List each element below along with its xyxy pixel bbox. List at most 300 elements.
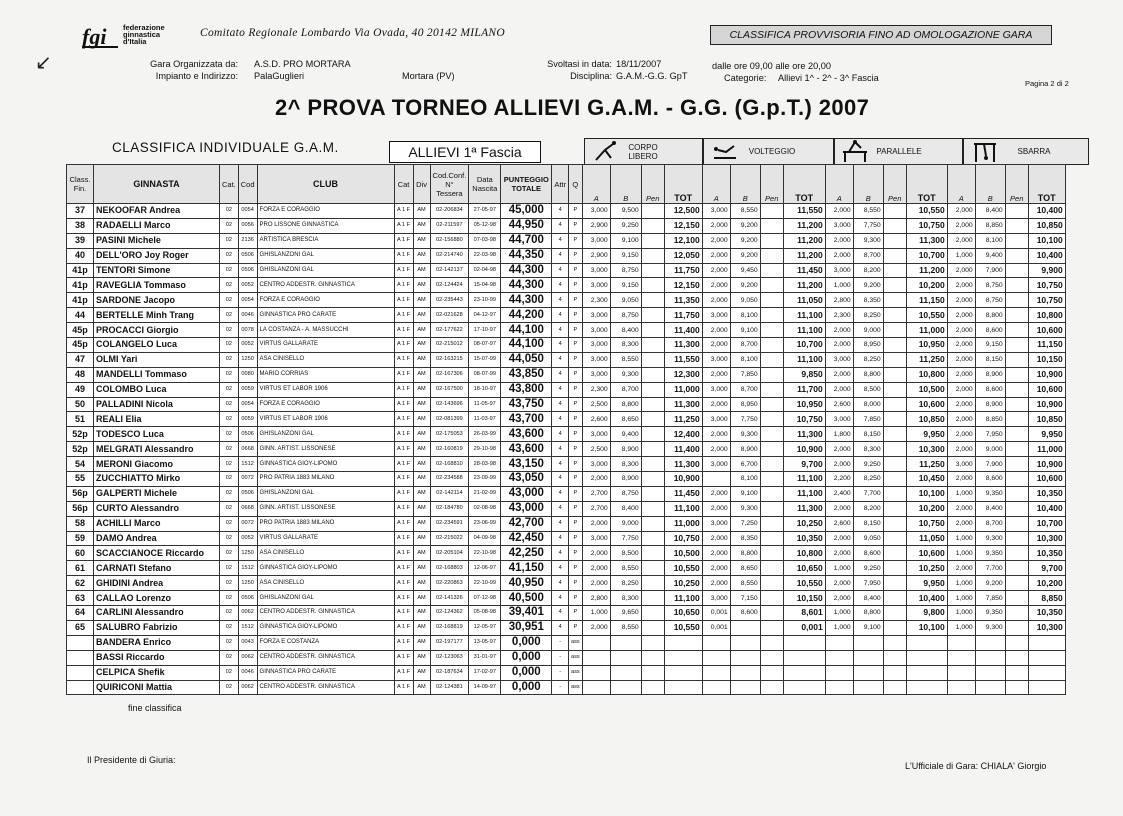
- table-cell: 9,150: [610, 278, 641, 293]
- table-cell: 10,550: [906, 308, 947, 323]
- table-cell: [825, 665, 853, 680]
- table-cell: 11,100: [664, 501, 702, 516]
- table-cell: 2,000: [702, 442, 730, 457]
- table-cell: 02-215012: [430, 338, 469, 353]
- table-cell: 10,400: [906, 591, 947, 606]
- table-cell: PRO LISSONE GINNASTICA: [257, 218, 394, 233]
- table-cell: 44,700: [501, 233, 552, 248]
- table-cell: 2,000: [702, 531, 730, 546]
- table-cell: 02-142114: [430, 486, 469, 501]
- column-header: Cat: [394, 165, 413, 204]
- table-cell: P: [568, 516, 582, 531]
- end-of-ranking: fine classifica: [128, 703, 182, 713]
- table-cell: AM: [413, 367, 430, 382]
- table-cell: 9,900: [1028, 263, 1065, 278]
- table-cell: 0052: [238, 531, 257, 546]
- table-cell: [883, 486, 906, 501]
- table-cell: 0072: [238, 472, 257, 487]
- table-cell: 1,000: [947, 591, 975, 606]
- table-row: [67, 546, 1066, 561]
- table-cell: 3,000: [702, 204, 730, 219]
- table-cell: 2,600: [825, 516, 853, 531]
- table-cell: 56p: [67, 486, 94, 501]
- table-cell: 02-021628: [430, 308, 469, 323]
- table-cell: 7,850: [975, 591, 1005, 606]
- table-cell: [641, 576, 664, 591]
- table-cell: 02-04-98: [469, 263, 501, 278]
- table-cell: 02-160819: [430, 442, 469, 457]
- table-cell: [883, 278, 906, 293]
- table-cell: [641, 293, 664, 308]
- table-cell: ASA CINISELLO: [257, 546, 394, 561]
- table-cell: 2,000: [702, 293, 730, 308]
- column-header: Div: [413, 165, 430, 204]
- table-cell: 0506: [238, 248, 257, 263]
- table-cell: 02: [220, 442, 239, 457]
- table-cell: [641, 442, 664, 457]
- table-cell: 11,050: [783, 293, 825, 308]
- table-cell: 07-12-98: [469, 591, 501, 606]
- table-cell: [760, 650, 783, 665]
- column-header: TOT: [906, 165, 947, 204]
- table-cell: 11,350: [664, 293, 702, 308]
- table-cell: P: [568, 412, 582, 427]
- table-cell: [730, 650, 760, 665]
- table-cell: A 1 F: [394, 531, 413, 546]
- table-cell: 43,850: [501, 367, 552, 382]
- table-cell: 8,500: [853, 382, 883, 397]
- table-cell: [947, 635, 975, 650]
- table-cell: 4: [552, 516, 569, 531]
- table-cell: -: [552, 665, 569, 680]
- table-cell: P: [568, 248, 582, 263]
- table-cell: 2,000: [702, 561, 730, 576]
- table-cell: 10,700: [1028, 516, 1065, 531]
- table-cell: 2,000: [825, 323, 853, 338]
- table-row: [67, 486, 1066, 501]
- table-cell: 0054: [238, 204, 257, 219]
- table-cell: 10,850: [906, 412, 947, 427]
- table-cell: [760, 516, 783, 531]
- table-cell: A 1 F: [394, 293, 413, 308]
- table-cell: 2,000: [702, 367, 730, 382]
- table-cell: 13-05-97: [469, 635, 501, 650]
- table-cell: 02: [220, 204, 239, 219]
- table-cell: P: [568, 338, 582, 353]
- table-cell: TODESCO Luca: [94, 427, 220, 442]
- table-cell: 39: [67, 233, 94, 248]
- table-cell: 2,000: [947, 263, 975, 278]
- table-cell: 11,450: [783, 263, 825, 278]
- table-cell: 3,000: [825, 263, 853, 278]
- table-header-row: [67, 165, 1066, 204]
- table-cell: FORZA E COSTANZA: [257, 635, 394, 650]
- table-cell: 9,000: [975, 442, 1005, 457]
- column-header: Pen: [760, 165, 783, 204]
- table-row: [67, 323, 1066, 338]
- table-row: [67, 442, 1066, 457]
- table-cell: [641, 397, 664, 412]
- table-cell: GINNASTICA PRO CARATE: [257, 308, 394, 323]
- table-cell: [641, 531, 664, 546]
- table-cell: 2,000: [947, 516, 975, 531]
- table-cell: 65: [67, 620, 94, 635]
- table-cell: AM: [413, 382, 430, 397]
- table-cell: 02: [220, 263, 239, 278]
- table-cell: GINNASTICA GIOY-LIPOMO: [257, 561, 394, 576]
- table-cell: 10,100: [1028, 233, 1065, 248]
- table-cell: 15-04-98: [469, 278, 501, 293]
- table-cell: 10,500: [906, 382, 947, 397]
- table-cell: 8,900: [975, 367, 1005, 382]
- table-cell: P: [568, 531, 582, 546]
- table-cell: 12-06-97: [469, 561, 501, 576]
- table-cell: 2,900: [582, 248, 610, 263]
- organizer-values: A.S.D. PRO MORTARA PalaGuglieri: [254, 59, 351, 81]
- table-row: [67, 218, 1066, 233]
- table-cell: 02: [220, 486, 239, 501]
- table-cell: AM: [413, 606, 430, 621]
- table-cell: [1005, 591, 1028, 606]
- table-cell: [760, 591, 783, 606]
- table-cell: [641, 516, 664, 531]
- table-cell: 11,200: [783, 218, 825, 233]
- committee-address: Comitato Regionale Lombardo Via Ovada, 40 20142 MILANO: [200, 27, 505, 39]
- table-cell: [883, 635, 906, 650]
- table-cell: 0059: [238, 412, 257, 427]
- table-cell: 3,000: [582, 457, 610, 472]
- table-cell: [641, 591, 664, 606]
- table-row: [67, 576, 1066, 591]
- table-cell: 2,000: [702, 486, 730, 501]
- table-cell: SCACCIANOCE Riccardo: [94, 546, 220, 561]
- table-cell: [760, 338, 783, 353]
- apparatus-label-parallel: PARALLELE: [876, 147, 922, 156]
- table-cell: DELL'ORO Joy Roger: [94, 248, 220, 263]
- table-cell: 17-02-97: [469, 665, 501, 680]
- table-cell: [883, 546, 906, 561]
- time-range: dalle ore 09,00 alle ore 20,00: [712, 61, 832, 71]
- table-cell: 56p: [67, 501, 94, 516]
- table-cell: [760, 397, 783, 412]
- table-cell: 0072: [238, 516, 257, 531]
- table-cell: 02: [220, 501, 239, 516]
- table-cell: [1028, 635, 1065, 650]
- table-cell: 9,300: [853, 233, 883, 248]
- table-cell: [1005, 233, 1028, 248]
- table-cell: 1,000: [947, 248, 975, 263]
- table-cell: [883, 293, 906, 308]
- table-cell: 02: [220, 635, 239, 650]
- table-cell: 4: [552, 472, 569, 487]
- table-cell: 9,250: [853, 561, 883, 576]
- table-cell: A 1 F: [394, 382, 413, 397]
- table-cell: 8,950: [730, 397, 760, 412]
- table-cell: 59: [67, 531, 94, 546]
- apparatus-label-vault: VOLTEGGIO: [748, 147, 796, 156]
- table-cell: 10,950: [906, 338, 947, 353]
- table-cell: GHISLANZONI GAL: [257, 263, 394, 278]
- table-cell: A 1 F: [394, 218, 413, 233]
- table-cell: 1250: [238, 576, 257, 591]
- table-cell: 1512: [238, 620, 257, 635]
- table-cell: 10,550: [664, 620, 702, 635]
- table-cell: 10,600: [906, 397, 947, 412]
- table-cell: 2,000: [947, 218, 975, 233]
- table-cell: 8,750: [975, 278, 1005, 293]
- table-cell: [883, 606, 906, 621]
- table-cell: [641, 323, 664, 338]
- table-cell: 8,550: [853, 204, 883, 219]
- table-row: [67, 308, 1066, 323]
- table-cell: [67, 680, 94, 695]
- table-cell: 10,500: [664, 546, 702, 561]
- table-cell: 43,150: [501, 457, 552, 472]
- table-cell: 44,300: [501, 293, 552, 308]
- table-cell: 0056: [238, 218, 257, 233]
- column-header: A: [947, 165, 975, 204]
- category-label: Categorie:: [724, 73, 767, 83]
- table-cell: [883, 442, 906, 457]
- federation-name: federazione ginnastica d'Italia: [123, 23, 165, 46]
- table-cell: [1005, 278, 1028, 293]
- column-header: Cat.: [220, 165, 239, 204]
- table-cell: GINNASTICA PRO CARATE: [257, 665, 394, 680]
- table-cell: 9,250: [853, 457, 883, 472]
- table-cell: 4: [552, 323, 569, 338]
- table-cell: [783, 635, 825, 650]
- table-cell: 42,250: [501, 546, 552, 561]
- table-cell: 12,050: [664, 248, 702, 263]
- table-cell: [641, 457, 664, 472]
- table-cell: 3,000: [582, 323, 610, 338]
- table-cell: 11,200: [783, 248, 825, 263]
- table-cell: -: [552, 680, 569, 695]
- table-cell: 4: [552, 338, 569, 353]
- table-cell: [883, 412, 906, 427]
- table-cell: 9,350: [975, 606, 1005, 621]
- parallel-bars-icon: [841, 140, 869, 162]
- table-cell: [1005, 501, 1028, 516]
- table-cell: [883, 501, 906, 516]
- table-cell: 2,000: [947, 561, 975, 576]
- table-cell: 8,600: [853, 546, 883, 561]
- table-cell: 02-142137: [430, 263, 469, 278]
- table-cell: [975, 680, 1005, 695]
- table-cell: 2,000: [947, 338, 975, 353]
- table-cell: [853, 635, 883, 650]
- table-cell: 1,000: [825, 606, 853, 621]
- table-cell: 02-220863: [430, 576, 469, 591]
- table-cell: 8,250: [610, 576, 641, 591]
- table-cell: [67, 635, 94, 650]
- table-cell: 8,300: [853, 442, 883, 457]
- table-cell: 1512: [238, 457, 257, 472]
- table-cell: 48: [67, 367, 94, 382]
- column-header: TOT: [783, 165, 825, 204]
- table-cell: 9,250: [610, 218, 641, 233]
- table-cell: 9,850: [783, 367, 825, 382]
- table-cell: A 1 F: [394, 561, 413, 576]
- table-cell: 11,300: [664, 338, 702, 353]
- table-cell: 02-167306: [430, 367, 469, 382]
- table-cell: 4: [552, 501, 569, 516]
- table-cell: 4: [552, 397, 569, 412]
- table-cell: [760, 680, 783, 695]
- table-cell: 05-12-98: [469, 218, 501, 233]
- table-cell: 2,000: [825, 382, 853, 397]
- table-cell: [883, 338, 906, 353]
- table-cell: 2,000: [947, 397, 975, 412]
- table-cell: 44,100: [501, 338, 552, 353]
- table-cell: 11,750: [664, 263, 702, 278]
- table-cell: [1005, 263, 1028, 278]
- table-cell: AM: [413, 620, 430, 635]
- column-header: TOT: [664, 165, 702, 204]
- jury-president: Il Presidente di Giuria:: [87, 755, 176, 765]
- table-cell: 2,300: [582, 293, 610, 308]
- table-cell: [610, 665, 641, 680]
- column-header: B: [730, 165, 760, 204]
- table-cell: 2,000: [947, 427, 975, 442]
- table-cell: 11,200: [783, 278, 825, 293]
- table-cell: 10,650: [783, 561, 825, 576]
- table-cell: 52p: [67, 442, 94, 457]
- table-cell: 2136: [238, 233, 257, 248]
- table-cell: GHISLANZONI GAL: [257, 591, 394, 606]
- table-cell: [1005, 352, 1028, 367]
- table-cell: COLANGELO Luca: [94, 338, 220, 353]
- table-cell: 12-05-97: [469, 620, 501, 635]
- table-cell: [1005, 293, 1028, 308]
- table-cell: FORZA E CORAGGIO: [257, 204, 394, 219]
- table-cell: 10,900: [783, 442, 825, 457]
- table-cell: P: [568, 501, 582, 516]
- table-row: [67, 457, 1066, 472]
- table-cell: [760, 531, 783, 546]
- table-row: [67, 367, 1066, 382]
- table-cell: 02-211597: [430, 218, 469, 233]
- table-row: [67, 472, 1066, 487]
- table-cell: [610, 650, 641, 665]
- table-cell: 02: [220, 546, 239, 561]
- table-cell: 11,150: [1028, 338, 1065, 353]
- table-cell: 9,100: [730, 486, 760, 501]
- table-cell: [825, 650, 853, 665]
- table-cell: 0,000: [501, 680, 552, 695]
- table-cell: [641, 650, 664, 665]
- table-cell: 0046: [238, 665, 257, 680]
- table-cell: [760, 620, 783, 635]
- column-header: Pen: [883, 165, 906, 204]
- table-cell: 3,000: [582, 263, 610, 278]
- table-cell: 47: [67, 352, 94, 367]
- table-cell: 2,000: [825, 338, 853, 353]
- date-labels: Svoltasi in data: Disciplina:: [547, 59, 612, 81]
- date-values: 18/11/2007 G.A.M.-G.G. GpT: [616, 59, 688, 81]
- table-cell: 10,550: [783, 576, 825, 591]
- table-cell: 10,950: [783, 397, 825, 412]
- table-cell: 04-09-98: [469, 531, 501, 546]
- table-cell: AM: [413, 457, 430, 472]
- table-cell: A 1 F: [394, 338, 413, 353]
- table-cell: 02: [220, 531, 239, 546]
- table-cell: 8,850: [975, 412, 1005, 427]
- table-cell: [906, 680, 947, 695]
- table-cell: 9,300: [610, 367, 641, 382]
- table-cell: [67, 650, 94, 665]
- table-cell: 10,800: [1028, 308, 1065, 323]
- table-cell: AM: [413, 546, 430, 561]
- table-cell: [610, 635, 641, 650]
- table-cell: [641, 367, 664, 382]
- table-cell: CENTRO ADDESTR. GINNASTICA: [257, 606, 394, 621]
- table-cell: 4: [552, 248, 569, 263]
- table-cell: 2,000: [825, 233, 853, 248]
- table-cell: 10,100: [906, 486, 947, 501]
- table-cell: 02: [220, 620, 239, 635]
- table-cell: [641, 472, 664, 487]
- table-cell: 38: [67, 218, 94, 233]
- table-cell: 2,500: [582, 397, 610, 412]
- table-cell: 2,000: [825, 546, 853, 561]
- table-cell: [883, 665, 906, 680]
- table-cell: 43,000: [501, 486, 552, 501]
- table-cell: 7,750: [853, 218, 883, 233]
- table-cell: 0054: [238, 293, 257, 308]
- table-cell: 02-197177: [430, 635, 469, 650]
- table-cell: 10,400: [1028, 204, 1065, 219]
- table-cell: 02: [220, 233, 239, 248]
- table-cell: 3,000: [582, 204, 610, 219]
- table-cell: 8,250: [853, 352, 883, 367]
- table-cell: 9,400: [975, 248, 1005, 263]
- table-cell: 8,200: [853, 263, 883, 278]
- table-cell: 2,000: [582, 472, 610, 487]
- table-cell: 31-01-97: [469, 650, 501, 665]
- table-cell: [1005, 531, 1028, 546]
- table-cell: 02-214740: [430, 248, 469, 263]
- svg-text:fgi: fgi: [82, 24, 107, 49]
- table-cell: 8,500: [610, 546, 641, 561]
- table-cell: 3,000: [582, 308, 610, 323]
- table-cell: 0506: [238, 263, 257, 278]
- table-cell: 10,750: [783, 412, 825, 427]
- table-cell: 61: [67, 561, 94, 576]
- table-cell: 02: [220, 412, 239, 427]
- table-cell: 41p: [67, 293, 94, 308]
- table-cell: 3,000: [582, 338, 610, 353]
- table-cell: [883, 308, 906, 323]
- table-cell: 4: [552, 620, 569, 635]
- table-cell: CENTRO ADDESTR. GINNASTICA: [257, 680, 394, 695]
- table-cell: P: [568, 308, 582, 323]
- table-cell: 0,000: [501, 650, 552, 665]
- table-cell: PALLADINI Nicola: [94, 397, 220, 412]
- table-cell: [1005, 397, 1028, 412]
- table-cell: [760, 665, 783, 680]
- table-cell: 2,000: [702, 263, 730, 278]
- table-row: [67, 412, 1066, 427]
- table-cell: [760, 576, 783, 591]
- table-cell: [1005, 546, 1028, 561]
- table-cell: 02-124381: [430, 680, 469, 695]
- table-cell: 9,200: [730, 233, 760, 248]
- column-header: B: [853, 165, 883, 204]
- table-cell: PRO PATRIA 1883 MILANO: [257, 472, 394, 487]
- table-row: [67, 278, 1066, 293]
- table-cell: [906, 635, 947, 650]
